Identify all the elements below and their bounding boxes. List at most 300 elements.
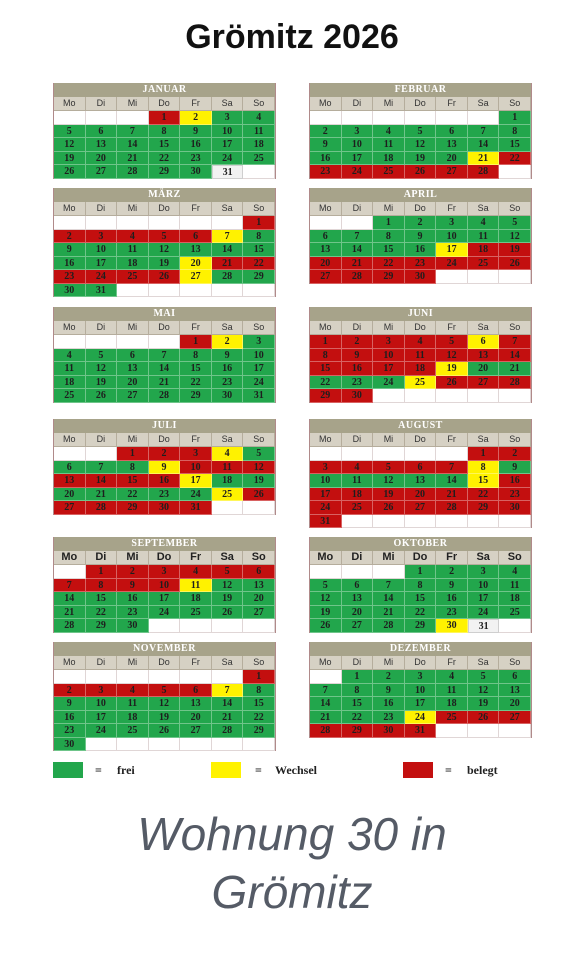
- day-cell: 21: [54, 606, 86, 620]
- day-cell: 27: [405, 501, 437, 515]
- day-cell: 12: [373, 474, 405, 488]
- day-cell: 30: [180, 165, 212, 179]
- day-cell: 26: [310, 619, 342, 633]
- empty-cell: [436, 447, 468, 461]
- day-cell: 25: [117, 724, 149, 738]
- day-grid: [54, 670, 275, 751]
- weekday-label: Mo: [54, 97, 86, 111]
- month-august: [309, 419, 532, 528]
- day-cell: 15: [117, 474, 149, 488]
- month-title: JUNI: [310, 307, 531, 321]
- day-cell: 9: [180, 125, 212, 139]
- empty-cell: [54, 565, 86, 579]
- day-cell: 22: [243, 711, 275, 725]
- day-cell: 1: [405, 565, 437, 579]
- day-cell: 20: [180, 711, 212, 725]
- day-cell: 9: [54, 697, 86, 711]
- weekday-label: Do: [149, 321, 181, 335]
- day-cell: 21: [212, 257, 244, 271]
- day-cell: 21: [149, 376, 181, 390]
- weekday-label: Do: [149, 97, 181, 111]
- empty-cell: [436, 270, 468, 284]
- day-cell: 19: [149, 711, 181, 725]
- day-cell: 19: [310, 606, 342, 620]
- day-cell: 16: [499, 474, 531, 488]
- empty-cell: [180, 284, 212, 298]
- day-cell: 17: [212, 138, 244, 152]
- day-cell: 29: [243, 270, 275, 284]
- day-cell: 28: [117, 165, 149, 179]
- day-cell: 14: [212, 697, 244, 711]
- day-cell: 9: [310, 138, 342, 152]
- day-cell: 5: [310, 579, 342, 593]
- weekday-label: So: [499, 433, 531, 447]
- weekday-label: Mi: [117, 656, 149, 670]
- day-cell: 22: [468, 488, 500, 502]
- day-cell: 14: [310, 697, 342, 711]
- day-cell: 22: [405, 606, 437, 620]
- day-cell: 9: [499, 461, 531, 475]
- day-cell: 25: [405, 376, 437, 390]
- day-cell: 13: [180, 243, 212, 257]
- day-cell: 4: [117, 230, 149, 244]
- day-cell: 27: [180, 270, 212, 284]
- month-title: MAI: [54, 307, 275, 321]
- weekday-label: Sa: [212, 321, 244, 335]
- day-cell: 6: [180, 684, 212, 698]
- weekday-label: Mo: [54, 433, 86, 447]
- day-cell: 19: [373, 488, 405, 502]
- day-cell: 27: [499, 711, 531, 725]
- day-cell: 10: [180, 461, 212, 475]
- day-cell: 14: [436, 474, 468, 488]
- day-cell: 20: [180, 257, 212, 271]
- weekday-label: Di: [342, 551, 374, 565]
- day-cell: 21: [342, 257, 374, 271]
- weekday-label: So: [499, 656, 531, 670]
- day-cell: 3: [405, 670, 437, 684]
- day-cell: 6: [468, 335, 500, 349]
- day-cell: 18: [468, 243, 500, 257]
- day-cell: 28: [54, 619, 86, 633]
- day-cell: 16: [342, 362, 374, 376]
- day-cell: 15: [243, 243, 275, 257]
- day-cell: 13: [86, 138, 118, 152]
- day-cell: 14: [149, 362, 181, 376]
- empty-cell: [54, 447, 86, 461]
- empty-cell: [468, 724, 500, 738]
- day-cell: 29: [243, 724, 275, 738]
- weekday-label: Mi: [373, 551, 405, 565]
- weekday-label: Mi: [373, 321, 405, 335]
- day-cell: 9: [117, 579, 149, 593]
- day-cell: 17: [86, 711, 118, 725]
- day-cell: 19: [499, 243, 531, 257]
- legend-eq: =: [255, 763, 262, 777]
- day-cell: 12: [468, 684, 500, 698]
- month-title: JANUAR: [54, 83, 275, 97]
- day-cell: 5: [86, 349, 118, 363]
- day-cell: 17: [468, 592, 500, 606]
- footer-line-2: Grömitz: [211, 866, 373, 918]
- day-cell: 24: [180, 488, 212, 502]
- weekday-label: Fr: [436, 202, 468, 216]
- day-cell: 19: [243, 474, 275, 488]
- day-cell: 26: [54, 165, 86, 179]
- weekday-label: Di: [342, 656, 374, 670]
- weekday-label: Mo: [54, 551, 86, 565]
- empty-cell: [86, 216, 118, 230]
- weekday-label: Di: [342, 433, 374, 447]
- day-cell: 16: [405, 243, 437, 257]
- day-cell: 26: [405, 165, 437, 179]
- month-märz: [53, 188, 276, 297]
- weekday-label: So: [243, 202, 275, 216]
- day-cell: 6: [54, 461, 86, 475]
- day-cell: 16: [212, 362, 244, 376]
- weekday-header-row: [310, 656, 531, 670]
- day-cell: 13: [342, 592, 374, 606]
- day-cell: 24: [405, 711, 437, 725]
- day-cell: 15: [86, 592, 118, 606]
- empty-cell: [373, 565, 405, 579]
- weekday-label: Di: [86, 321, 118, 335]
- weekday-label: Di: [86, 97, 118, 111]
- day-cell: 25: [342, 501, 374, 515]
- day-cell: 23: [149, 488, 181, 502]
- day-cell: 25: [468, 257, 500, 271]
- day-cell: 3: [436, 216, 468, 230]
- month-title: DEZEMBER: [310, 642, 531, 656]
- day-cell: 11: [468, 230, 500, 244]
- empty-cell: [373, 111, 405, 125]
- month-juni: [309, 307, 532, 403]
- day-cell: 25: [54, 389, 86, 403]
- weekday-label: Sa: [468, 551, 500, 565]
- day-cell: 15: [180, 362, 212, 376]
- empty-cell: [342, 447, 374, 461]
- day-cell: 1: [468, 447, 500, 461]
- weekday-label: Fr: [436, 551, 468, 565]
- day-cell: 21: [86, 488, 118, 502]
- day-cell: 5: [243, 447, 275, 461]
- month-september: [53, 537, 276, 633]
- day-cell: 23: [180, 152, 212, 166]
- day-cell: 9: [436, 579, 468, 593]
- empty-cell: [310, 216, 342, 230]
- month-title: FEBRUAR: [310, 83, 531, 97]
- weekday-label: Do: [405, 656, 437, 670]
- day-cell: 25: [436, 711, 468, 725]
- day-cell: 4: [342, 461, 374, 475]
- day-grid: [310, 565, 531, 633]
- weekday-label: Do: [405, 202, 437, 216]
- day-cell: 7: [212, 684, 244, 698]
- weekday-label: Sa: [468, 321, 500, 335]
- day-cell: 30: [54, 738, 86, 752]
- day-cell: 27: [310, 270, 342, 284]
- day-cell: 26: [373, 501, 405, 515]
- empty-cell: [405, 515, 437, 529]
- day-cell: 7: [436, 461, 468, 475]
- weekday-label: Do: [405, 321, 437, 335]
- day-cell: 28: [499, 376, 531, 390]
- day-grid: [310, 447, 531, 528]
- legend-eq: =: [445, 763, 452, 777]
- day-cell: 2: [54, 230, 86, 244]
- weekday-label: So: [499, 551, 531, 565]
- weekday-label: So: [243, 97, 275, 111]
- day-cell: 8: [405, 579, 437, 593]
- day-cell: 24: [373, 376, 405, 390]
- weekday-label: So: [499, 202, 531, 216]
- day-cell: 11: [342, 474, 374, 488]
- empty-cell: [212, 284, 244, 298]
- month-title: NOVEMBER: [54, 642, 275, 656]
- day-cell: 11: [436, 684, 468, 698]
- empty-cell: [499, 270, 531, 284]
- day-cell: 1: [149, 111, 181, 125]
- empty-cell: [499, 165, 531, 179]
- day-cell: 27: [243, 606, 275, 620]
- day-cell: 16: [310, 152, 342, 166]
- day-cell: 26: [149, 724, 181, 738]
- weekday-label: Fr: [180, 433, 212, 447]
- empty-cell: [117, 216, 149, 230]
- month-title: MÄRZ: [54, 188, 275, 202]
- month-februar: [309, 83, 532, 179]
- footer-line-1: Wohnung 30 in: [137, 808, 447, 860]
- day-grid: [54, 447, 275, 515]
- day-cell: 28: [212, 724, 244, 738]
- day-cell: 14: [117, 138, 149, 152]
- day-cell: 10: [373, 349, 405, 363]
- day-cell: 7: [342, 230, 374, 244]
- day-cell: 3: [243, 335, 275, 349]
- weekday-label: Mi: [117, 551, 149, 565]
- day-cell: 23: [117, 606, 149, 620]
- weekday-label: Mo: [310, 551, 342, 565]
- weekday-header-row: [310, 97, 531, 111]
- day-cell: 12: [86, 362, 118, 376]
- day-cell: 13: [180, 697, 212, 711]
- day-cell: 23: [212, 376, 244, 390]
- weekday-label: Mi: [373, 202, 405, 216]
- weekday-label: So: [243, 321, 275, 335]
- day-cell: 2: [342, 335, 374, 349]
- day-cell: 12: [243, 461, 275, 475]
- weekday-label: Do: [149, 656, 181, 670]
- empty-cell: [499, 515, 531, 529]
- day-cell: 17: [180, 474, 212, 488]
- weekday-label: Di: [342, 202, 374, 216]
- day-cell: 6: [405, 461, 437, 475]
- day-cell: 31: [86, 284, 118, 298]
- legend-label-frei: frei: [117, 763, 135, 777]
- day-cell: 6: [310, 230, 342, 244]
- day-cell: 30: [499, 501, 531, 515]
- empty-cell: [180, 619, 212, 633]
- weekday-label: Mi: [117, 321, 149, 335]
- empty-cell: [117, 111, 149, 125]
- weekday-header-row: [310, 551, 531, 565]
- day-cell: 30: [149, 501, 181, 515]
- day-cell: 18: [243, 138, 275, 152]
- day-cell: 17: [373, 362, 405, 376]
- day-cell: 10: [212, 125, 244, 139]
- day-cell: 3: [373, 335, 405, 349]
- day-cell: 8: [243, 230, 275, 244]
- empty-cell: [54, 670, 86, 684]
- day-cell: 14: [373, 592, 405, 606]
- day-cell: 11: [373, 138, 405, 152]
- empty-cell: [373, 447, 405, 461]
- empty-cell: [149, 619, 181, 633]
- day-cell: 2: [117, 565, 149, 579]
- footer-caption: [0, 805, 584, 921]
- day-cell: 30: [373, 724, 405, 738]
- month-title: OKTOBER: [310, 537, 531, 551]
- day-cell: 23: [54, 270, 86, 284]
- day-cell: 10: [86, 243, 118, 257]
- day-grid: [310, 335, 531, 403]
- weekday-label: Fr: [180, 202, 212, 216]
- empty-cell: [310, 565, 342, 579]
- day-cell: 17: [149, 592, 181, 606]
- weekday-header-row: [54, 656, 275, 670]
- weekday-label: Mi: [117, 202, 149, 216]
- day-cell: 17: [405, 697, 437, 711]
- legend-swatch-belegt: [403, 762, 433, 778]
- day-cell: 28: [436, 501, 468, 515]
- day-cell: 6: [499, 670, 531, 684]
- month-oktober: [309, 537, 532, 633]
- empty-cell: [243, 284, 275, 298]
- day-cell: 20: [310, 257, 342, 271]
- day-cell: 23: [342, 376, 374, 390]
- day-cell: 18: [117, 257, 149, 271]
- empty-cell: [243, 738, 275, 752]
- day-cell: 28: [149, 389, 181, 403]
- day-grid: [54, 216, 275, 297]
- day-cell: 1: [373, 216, 405, 230]
- empty-cell: [117, 284, 149, 298]
- day-cell: 25: [180, 606, 212, 620]
- day-cell: 19: [468, 697, 500, 711]
- day-cell: 2: [310, 125, 342, 139]
- day-cell: 10: [405, 684, 437, 698]
- day-cell: 3: [180, 447, 212, 461]
- month-title: JULI: [54, 419, 275, 433]
- day-cell: 24: [86, 724, 118, 738]
- month-mai: [53, 307, 276, 403]
- day-cell: 12: [436, 349, 468, 363]
- day-cell: 24: [436, 257, 468, 271]
- day-cell: 6: [180, 230, 212, 244]
- day-cell: 23: [499, 488, 531, 502]
- empty-cell: [436, 724, 468, 738]
- day-cell: 10: [243, 349, 275, 363]
- day-cell: 24: [243, 376, 275, 390]
- legend-swatch-frei: [53, 762, 83, 778]
- day-cell: 26: [149, 270, 181, 284]
- day-cell: 3: [468, 565, 500, 579]
- day-cell: 12: [499, 230, 531, 244]
- day-cell: 12: [149, 243, 181, 257]
- day-cell: 27: [468, 376, 500, 390]
- day-cell: 25: [117, 270, 149, 284]
- day-cell: 13: [243, 579, 275, 593]
- day-cell: 10: [149, 579, 181, 593]
- day-cell: 27: [436, 165, 468, 179]
- day-cell: 16: [180, 138, 212, 152]
- empty-cell: [342, 216, 374, 230]
- day-cell: 20: [405, 488, 437, 502]
- empty-cell: [212, 501, 244, 515]
- day-cell: 3: [86, 230, 118, 244]
- day-cell: 14: [342, 243, 374, 257]
- day-cell: 11: [117, 697, 149, 711]
- day-cell: 1: [243, 216, 275, 230]
- day-cell: 24: [149, 606, 181, 620]
- day-cell: 20: [117, 376, 149, 390]
- day-cell: 15: [499, 138, 531, 152]
- weekday-label: Sa: [468, 656, 500, 670]
- day-cell: 11: [499, 579, 531, 593]
- day-cell: 7: [310, 684, 342, 698]
- empty-cell: [310, 111, 342, 125]
- day-cell: 22: [117, 488, 149, 502]
- empty-cell: [243, 619, 275, 633]
- empty-cell: [405, 111, 437, 125]
- weekday-label: Do: [149, 551, 181, 565]
- weekday-label: Mo: [310, 321, 342, 335]
- day-cell: 5: [149, 230, 181, 244]
- weekday-label: Di: [86, 656, 118, 670]
- day-cell: 29: [310, 389, 342, 403]
- weekday-label: Sa: [468, 97, 500, 111]
- day-cell: 14: [54, 592, 86, 606]
- day-cell: 23: [436, 606, 468, 620]
- empty-cell: [149, 335, 181, 349]
- day-cell: 31: [468, 619, 500, 633]
- weekday-label: Sa: [212, 433, 244, 447]
- empty-cell: [499, 389, 531, 403]
- day-cell: 19: [86, 376, 118, 390]
- day-cell: 8: [243, 684, 275, 698]
- day-cell: 7: [373, 579, 405, 593]
- day-cell: 29: [149, 165, 181, 179]
- day-cell: 25: [243, 152, 275, 166]
- day-cell: 23: [54, 724, 86, 738]
- day-grid: [310, 111, 531, 179]
- weekday-label: Mi: [373, 433, 405, 447]
- weekday-label: Mo: [310, 656, 342, 670]
- empty-cell: [436, 515, 468, 529]
- day-cell: 16: [373, 697, 405, 711]
- day-cell: 21: [212, 711, 244, 725]
- weekday-label: Fr: [180, 656, 212, 670]
- weekday-label: Mi: [117, 97, 149, 111]
- day-cell: 29: [405, 619, 437, 633]
- weekday-label: Fr: [436, 433, 468, 447]
- day-cell: 11: [54, 362, 86, 376]
- empty-cell: [117, 738, 149, 752]
- empty-cell: [468, 111, 500, 125]
- day-cell: 22: [149, 152, 181, 166]
- day-cell: 9: [54, 243, 86, 257]
- day-cell: 1: [342, 670, 374, 684]
